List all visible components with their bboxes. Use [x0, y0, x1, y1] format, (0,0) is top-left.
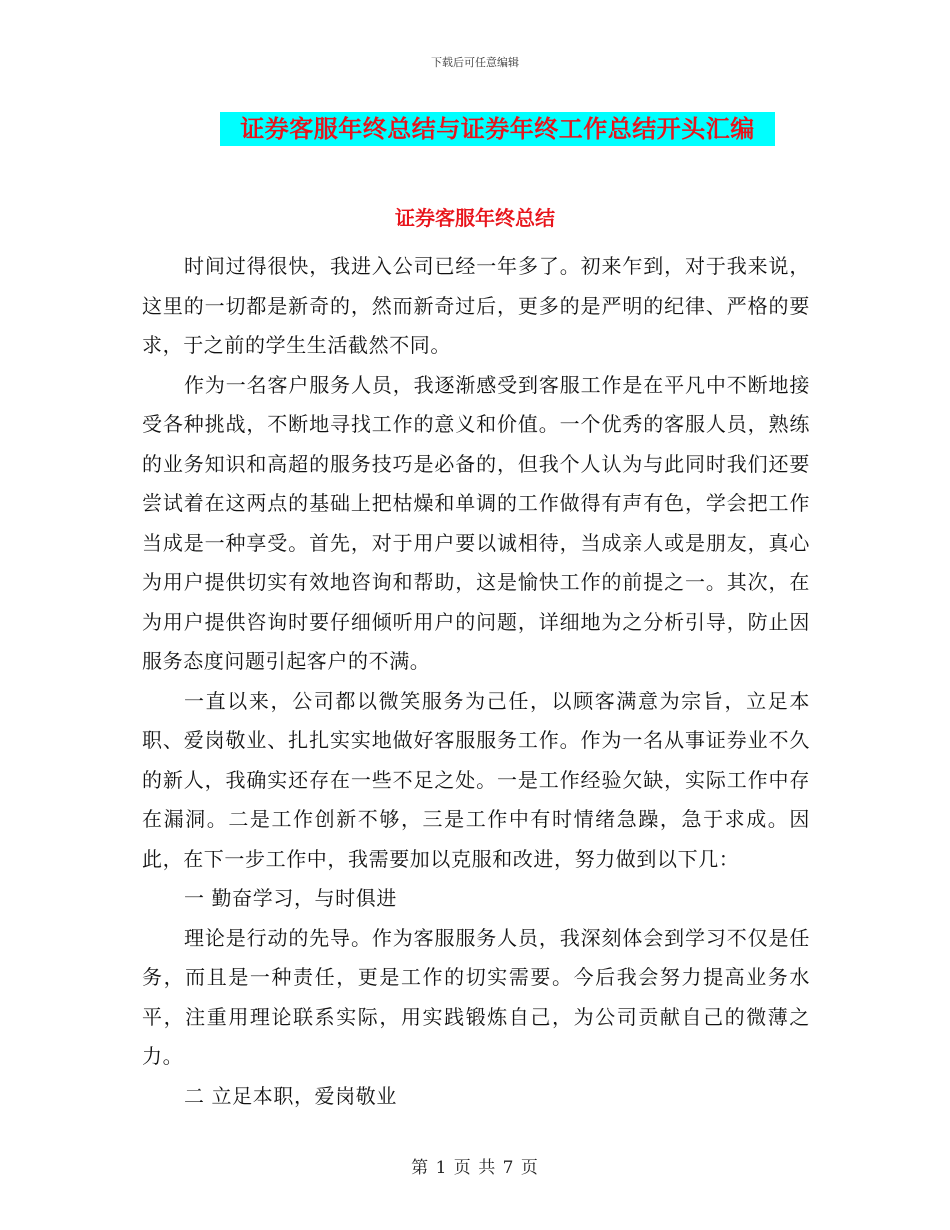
document-title: 证券客服年终总结与证券年终工作总结开头汇编: [220, 112, 775, 146]
page-footer: 第 1 页 共 7 页: [411, 1158, 539, 1178]
body-paragraph: 理论是行动的先导。作为客服服务人员，我深刻体会到学习不仅是任务，而且是一种责任，更是工作的切实需要。今后我会努力提高业务水平，注重用理论联系实际，用实践锻炼自己，为公司贡献自己的微薄之力。: [142, 925, 810, 1068]
document-body: [142, 247, 810, 1116]
subheading: 二 立足本职，爱岗敬业: [184, 1083, 397, 1108]
body-paragraph: 一直以来，公司都以微笑服务为己任，以顾客满意为宗旨，立足本职、爱岗敬业、扎扎实实地做好客服服务工作。作为一名从事证券业不久的新人，我确实还存在一些不足之处。一是工作经验欠缺，实际工作中存在漏洞。二是工作创新不够，三是工作中有时情绪急躁，急于求成。因此，在下一步工作中，我需要加以克服和改进，努力做到以下几：: [142, 688, 810, 871]
section-title: 证券客服年终总结: [395, 206, 555, 230]
header-note: 下载后可任意编辑: [431, 56, 519, 69]
body-paragraph: 时间过得很快，我进入公司已经一年多了。初来乍到，对于我来说，这里的一切都是新奇的，然而新奇过后，更多的是严明的纪律、严格的要求，于之前的学生生活截然不同。: [142, 254, 810, 357]
subheading: 一 勤奋学习，与时俱进: [184, 886, 397, 910]
body-paragraph: 作为一名客户服务人员，我逐渐感受到客服工作是在平凡中不断地接受各种挑战，不断地寻找工作的意义和价值。一个优秀的客服人员，熟练的业务知识和高超的服务技巧是必备的，但我个人认为与此同时我们还要尝试着在这两点的基础上把枯燥和单调的工作做得有声有色，学会把工作当成是一种享受。首先，对于用户要以诚相待，当成亲人或是朋友，真心为用户提供切实有效地咨询和帮助，这是愉快工作的前提之一。其次，在为用户提供咨询时要仔细倾听用户的问题，详细地为之分析引导，防止因服务态度问题引起客户的不满。: [142, 372, 810, 673]
